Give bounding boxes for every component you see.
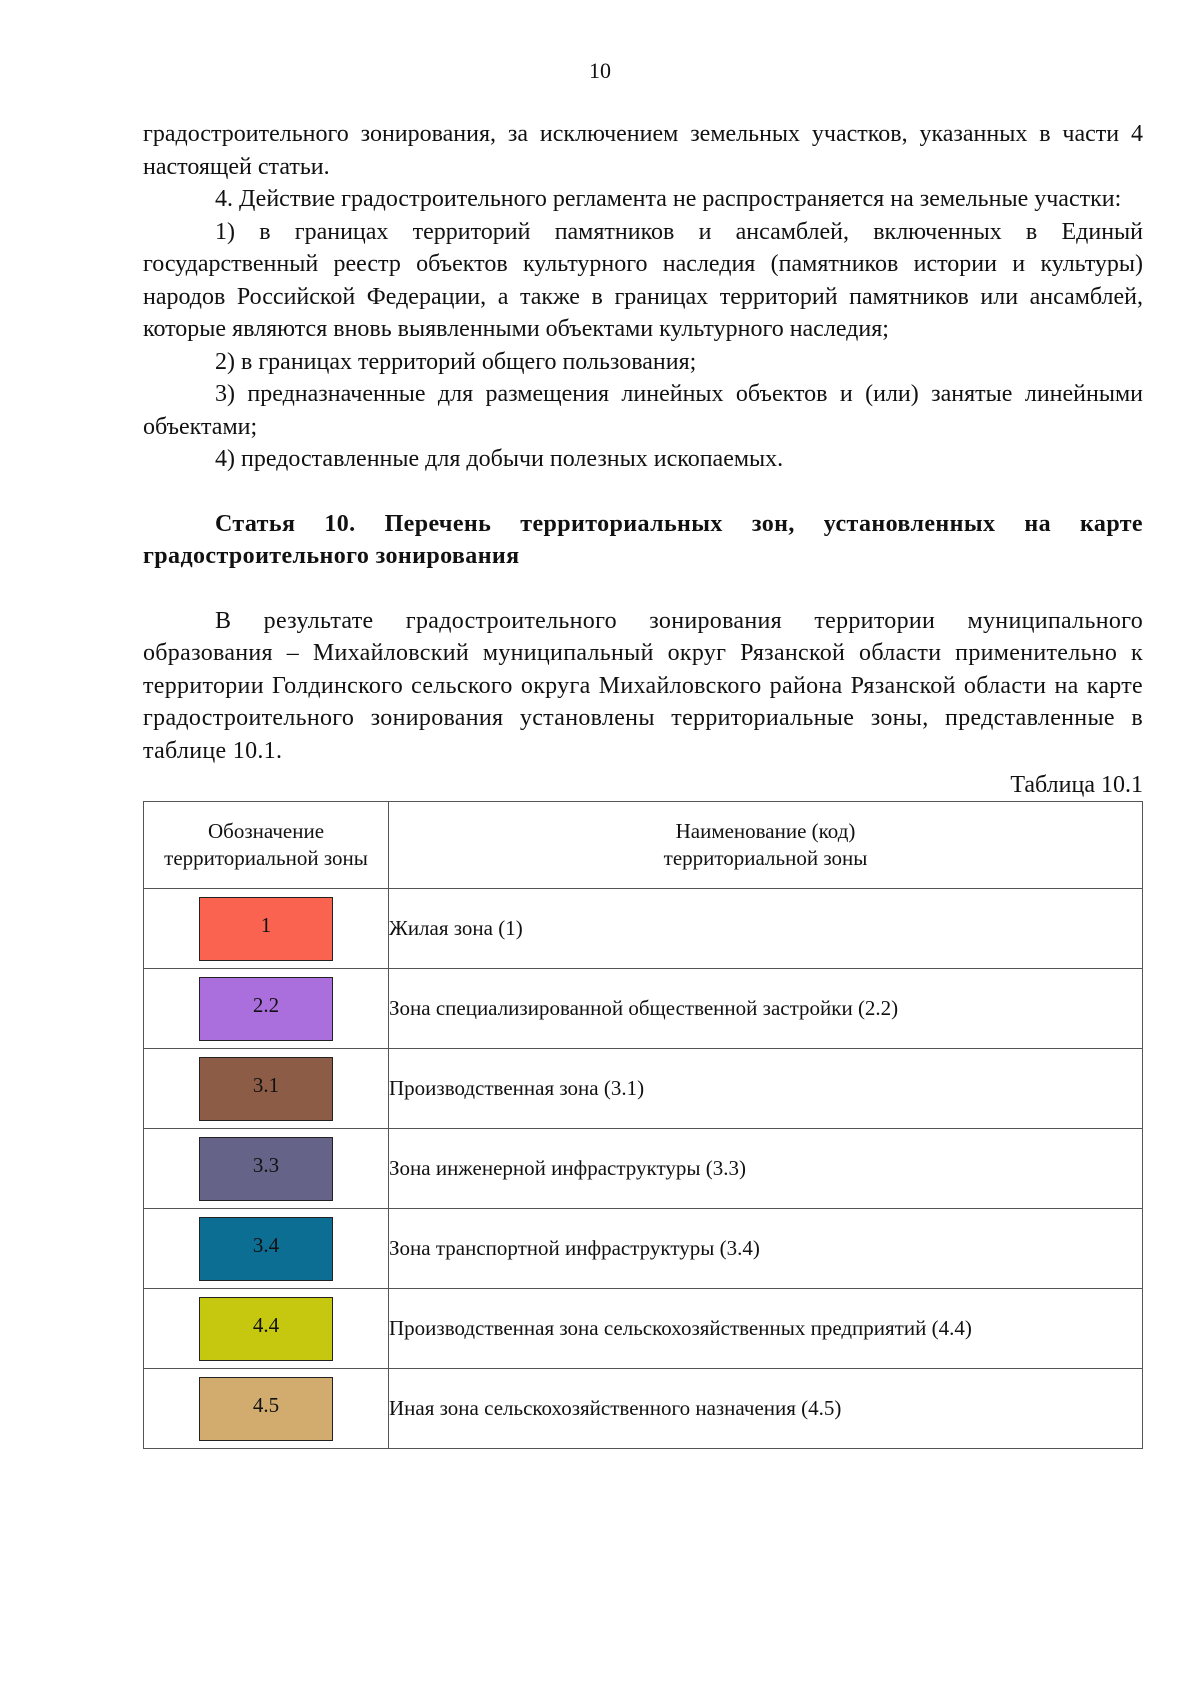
paragraph-subitem-1: 1) в границах территорий памятников и ансамблей, включенных в Единый государственный реестр объектов культурного наследия (памятников истории и культуры) народов Российской Федерации, а также в границах территорий памятников или ансамблей, которые являются вновь выявленными объектами культурного наследия; (143, 218, 1143, 342)
page-number: 10 (589, 58, 611, 83)
zone-name-cell: Производственная зона сельскохозяйственных предприятий (4.4) (389, 1289, 1143, 1369)
zone-color-swatch: 3.1 (199, 1057, 333, 1121)
zone-code-cell (144, 1289, 389, 1369)
header-name (389, 802, 1143, 889)
zone-name-cell: Зона инженерной инфраструктуры (3.3) (389, 1129, 1143, 1209)
zone-name-cell: Производственная зона (3.1) (389, 1049, 1143, 1129)
table-row (144, 889, 1143, 969)
article-heading: Статья 10. Перечень территориальных зон, установленных на карте градостроительного зонирования (143, 510, 1143, 569)
zone-name-cell: Иная зона сельскохозяйственного назначения (4.5) (389, 1369, 1143, 1449)
zone-code-cell (144, 1369, 389, 1449)
paragraph-subitem-4: 4) предоставленные для добычи полезных ископаемых. (215, 446, 784, 472)
zones-table-body (144, 889, 1143, 1449)
table-row (144, 1289, 1143, 1369)
zone-color-swatch: 4.4 (199, 1297, 333, 1361)
zone-name-cell: Зона транспортной инфраструктуры (3.4) (389, 1209, 1143, 1289)
table-row (144, 1049, 1143, 1129)
article-paragraph: В результате градостроительного зонирования территории муниципального образования – Михайловский муниципальный округ Рязанской области применительно к территории Голдинского сельского округа Михайловского района Рязанской области на карте градостроительного зонирования установлены территориальные зоны, представленные в таблице 10.1. (143, 607, 1143, 764)
header-code: Обозначение территориальной зоны (144, 802, 389, 889)
document-body (143, 118, 1143, 1449)
zone-code-cell (144, 1129, 389, 1209)
paragraph-continuation: градостроительного зонирования, за исключением земельных участков, указанных в части 4 настоящей статьи. (143, 121, 1143, 180)
zones-table (143, 801, 1143, 1449)
zone-name-cell: Зона специализированной общественной застройки (2.2) (389, 969, 1143, 1049)
zone-color-swatch: 2.2 (199, 977, 333, 1041)
table-row (144, 1369, 1143, 1449)
paragraph-subitem-3: 3) предназначенные для размещения линейных объектов и (или) занятые линейными объектами; (143, 381, 1143, 440)
table-caption: Таблица 10.1 (1010, 772, 1143, 798)
table-row (144, 1209, 1143, 1289)
table-row (144, 969, 1143, 1049)
zone-color-swatch: 3.4 (199, 1217, 333, 1281)
header-name-line1: Наименование (код) (675, 819, 856, 843)
zone-code-cell (144, 1049, 389, 1129)
zone-color-swatch: 3.3 (199, 1137, 333, 1201)
zone-code-cell (144, 1209, 389, 1289)
header-name-line2: территориальной зоны (663, 846, 868, 870)
zone-color-swatch: 1 (199, 897, 333, 961)
zone-name-cell: Жилая зона (1) (389, 889, 1143, 969)
paragraph-subitem-2: 2) в границах территорий общего пользования; (215, 348, 697, 375)
table-row (144, 1129, 1143, 1209)
table-header-row (144, 802, 1143, 889)
zone-color-swatch: 4.5 (199, 1377, 333, 1441)
zone-code-cell (144, 889, 389, 969)
paragraph-item-4: 4. Действие градостроительного регламента не распространяется на земельные участки: (215, 186, 1122, 212)
zone-code-cell (144, 969, 389, 1049)
